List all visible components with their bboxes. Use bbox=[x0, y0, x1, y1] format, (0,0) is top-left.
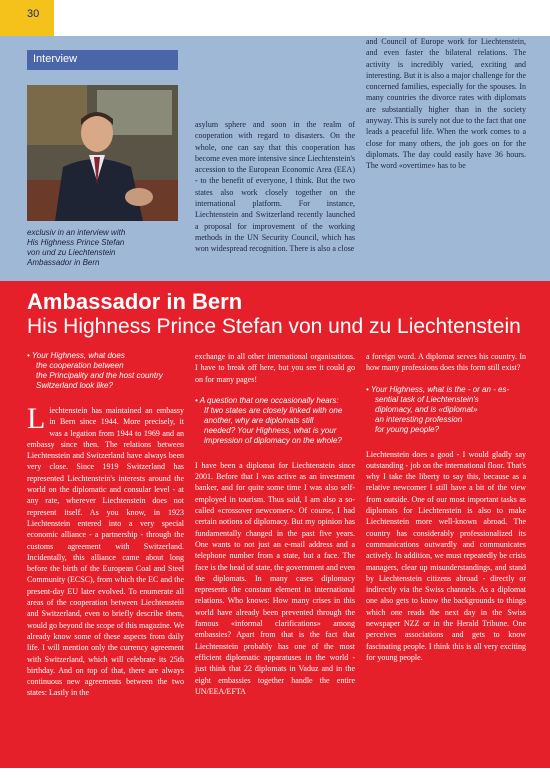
question-3 bbox=[366, 385, 526, 435]
article-headline: Ambassador in Bern bbox=[27, 289, 243, 314]
intro-column-2 bbox=[195, 119, 355, 255]
page-number: 30 bbox=[27, 8, 40, 20]
answer-2-continued bbox=[366, 351, 526, 374]
answer-3 bbox=[366, 449, 526, 664]
section-label-text: Interview bbox=[33, 53, 78, 65]
drop-cap: L bbox=[27, 402, 46, 435]
section-label bbox=[27, 50, 178, 70]
answer-2 bbox=[195, 460, 355, 697]
answer-2-continued-text: a foreign word. A diplomat serves his country. In how many professions does this form still exist? bbox=[366, 352, 526, 373]
question-line: the Principality and the host country bbox=[36, 371, 163, 380]
question-line: for young people? bbox=[375, 424, 440, 434]
question-1 bbox=[27, 351, 184, 391]
question-line: • Your Highness, what is the - or an - es- bbox=[366, 384, 510, 394]
article-subheadline: His Highness Prince Stefan von und zu Liechtenstein bbox=[27, 315, 521, 338]
answer-1-text: iechtenstein has maintained an embassy in Bern since 1944. More precisely, it was a legation from 1944 to 1969 and an embassy since then. The relations between Liechtenstein and Switzerland have always been very close. Since 1919 Switzerland has represented Liechtenstein's interests around the world on the diplomatic and consular level - at any rate, wherever Liechtenstein does not represent itself. As you know, in 1923 Liechtenstein entered into a very special economic alliance - a partnership - through the customs agreement with Switzerland. Incidentally, this alliance came about long before the birth of the European Coal and Steel Community (ECSC), from which the EC and the present-day EU later evolved. To enumerate all areas of the cooperation between Liechtenstein and Switzerland, even to briefly describe them, would go beyond the scope of this magazine. We already know some of these aspects from daily life. I will mention only the currency agreement with Switzerland, which will celebrate its 25th birthday. And on top of that, there are always continuous new agreements between the two states: Lastly in the bbox=[27, 406, 184, 698]
question-line: an interesting profession bbox=[375, 414, 463, 424]
caption-line: von und zu Liechtenstein bbox=[27, 248, 116, 257]
intro-column-2-text: asylum sphere and soon in the realm of cooperation with regard to disasters. On the whole, one can say that this cooperation has become even more intensive since Liechtenstein's accession to the European Economic Area (EEA) - to the benefit of everyone, I think. But the two states also work closely together on the international platform. For instance, Liechtenstein and Switzerland recently launched a proposal for improvement of the working methods in the UN Security Council, which has won widespread recognition. There is also a close bbox=[195, 120, 355, 254]
photo-caption bbox=[27, 228, 177, 268]
question-line: Switzerland look like? bbox=[36, 381, 113, 390]
question-line: needed? Your Highness, what is your bbox=[204, 425, 337, 435]
article-column-3 bbox=[366, 351, 526, 663]
question-line: • A question that one occasionally hears: bbox=[195, 395, 339, 405]
question-line: another, why are diplomats still bbox=[204, 415, 314, 425]
portrait-illustration bbox=[27, 85, 178, 221]
bottom-strip bbox=[0, 768, 550, 778]
caption-line: Ambassador in Bern bbox=[27, 258, 100, 267]
question-line: impression of diplomacy on the whole? bbox=[204, 435, 342, 445]
question-line: • Your Highness, what does bbox=[27, 351, 125, 360]
top-bar bbox=[0, 0, 550, 36]
question-line: If two states are closely linked with one bbox=[204, 405, 343, 415]
article-column-2 bbox=[195, 351, 355, 697]
intro-column-3 bbox=[366, 36, 526, 172]
answer-1-continued-text: exchange in all other international organisations. I have to break off here, but you see it could go on for many pages! bbox=[195, 352, 355, 384]
page-number-tab bbox=[0, 0, 54, 36]
caption-line: exclusiv in an interview with bbox=[27, 228, 126, 237]
article-column-1 bbox=[27, 351, 184, 699]
question-line: diplomacy, and is «diplomat» bbox=[375, 404, 478, 414]
question-line: sential task of Liechtenstein's bbox=[375, 394, 479, 404]
caption-line: His Highness Prince Stefan bbox=[27, 238, 125, 247]
answer-1 bbox=[27, 402, 184, 699]
intro-column-3-text: and Council of Europe work for Liechtenstein, and even faster the bilateral relations. The activity is incredibly varied, exciting and interesting. But it is also a major challenge for the concerned families, especially for the spouses. In many countries the divorce rates with diplomats are substantially higher than in the society anyway. This is surely not due to the fact that one leads a peaceful life. When the work comes to a close for many others, the job goes on for the diplomats. The day could easily have 36 hours. The word «overtime» has to be bbox=[366, 37, 526, 171]
portrait-photo bbox=[27, 85, 178, 221]
answer-2-text: I have been a diplomat for Liechtenstein since 2001. Before that I was active as an investment banker, and for quite some time I was also self-employed in tourism. Thus said, I am also a so-called «crossover newcomer». Of course, I had certain notions of diplomacy. But my opinion has fundamentally changed in the past five years. One wants to not just an e-mail address and a telephone number from a state, but a face. The face is the head of state, the government and even the diplomats. In many cases diplomacy represents the constant element in international relations. Who knows: How many crises in this world have already been prevented through the famous «informal clarifications» among embassies? Apart from that is the fact that Liechtenstein probably has one of the most efficient diplomatic apparatuses in the world - just think that 22 diplomats in Vaduz and in the eight embassies together handle the entire UN/EEA/EFTA bbox=[195, 460, 355, 696]
answer-3-text: Liechtenstein does a good - I would gladly say outstanding - job on the international floor. That's why I take the liberty to say this, because as a relative newcomer I still have a bit of the view from outside. One of our most important tasks as diplomats for Liechtenstein is also to make Liechtenstein more well-known abroad. The country has considerably professionalized its communications outwardly and communicates actively. In addition, we must repeatedly be crisis managers, clear up misunderstandings, and stand by Liechtenstein citizens abroad - directly or indirectly via the Swiss channels. As a diplomat one also gets to know the backgrounds to things which one reads the next day in the Swiss newspaper NZZ or in the Herald Tribune. One perceives associations and gets to know fascinating people. I think this is all very exciting for young people. bbox=[366, 449, 526, 662]
question-2 bbox=[195, 396, 355, 446]
answer-1-continued bbox=[195, 351, 355, 385]
question-line: the cooperation between bbox=[36, 361, 124, 370]
